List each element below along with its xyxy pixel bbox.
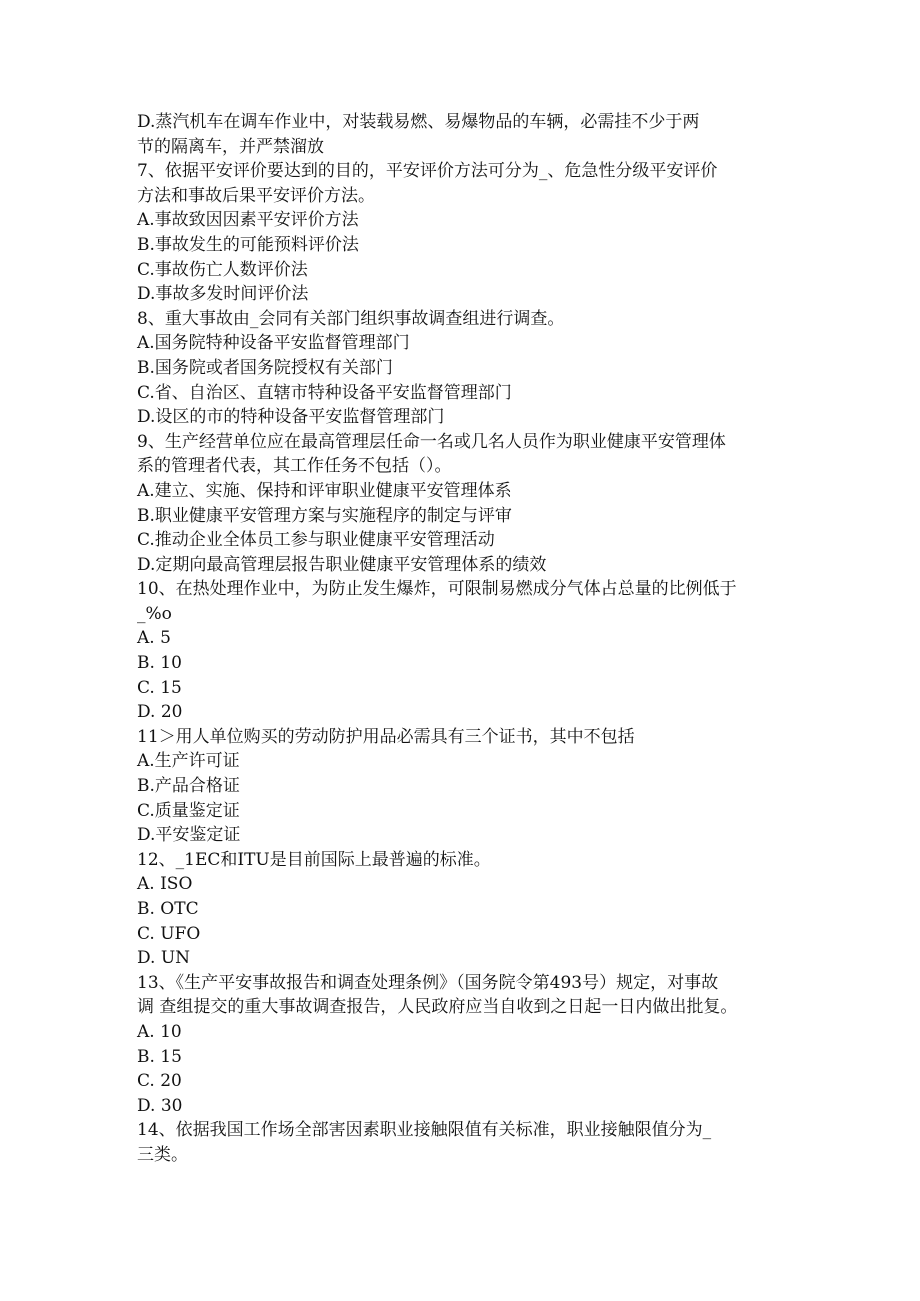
text-line: 调 查组提交的重大事故调查报告，人民政府应当自收到之日起一日内做出批复。 xyxy=(137,997,738,1018)
document-page xyxy=(137,110,797,1168)
option-d: D. 20 xyxy=(137,702,183,723)
option-a: A. ISO xyxy=(137,874,193,895)
question-text: 13、《生产平安事故报告和调查处理条例》（国务院令第493号）规定，对事故 xyxy=(137,972,719,993)
option-b: B.国务院或者国务院授权有关部门 xyxy=(137,357,393,378)
text-line: _%o xyxy=(137,603,172,624)
option-a: A.生产许可证 xyxy=(137,751,240,772)
option-c: C.事故伤亡人数评价法 xyxy=(137,259,308,280)
question-text: 8、重大事故由_会同有关部门组织事故调查组进行调查。 xyxy=(137,308,565,329)
option-b: B. OTC xyxy=(137,899,199,919)
option-b: B.事故发生的可能预料评价法 xyxy=(137,234,359,255)
option-b: B.职业健康平安管理方案与实施程序的制定与评审 xyxy=(137,505,512,526)
option-c: C.推动企业全体员工参与职业健康平安管理活动 xyxy=(137,530,495,551)
text-line: 三类。 xyxy=(137,1144,188,1165)
text-line: 节的隔离车，并严禁溜放 xyxy=(137,136,324,157)
option-b: B.产品合格证 xyxy=(137,776,240,797)
option-c: C.省、自治区、直辖市特种设备平安监督管理部门 xyxy=(137,382,512,403)
question-text: 9、生产经营单位应在最高管理层任命一名或几名人员作为职业健康平安管理体 xyxy=(137,431,726,452)
option-a: A. 5 xyxy=(137,628,171,649)
question-text: 7、依据平安评价要达到的目的，平安评价方法可分为_、危急性分级平安评价 xyxy=(137,161,718,182)
question-text: 14、依据我国工作场全部害因素职业接触限值有关标准，职业接触限值分为_ xyxy=(137,1120,712,1141)
option-d: D.设区的市的特种设备平安监督管理部门 xyxy=(137,407,445,428)
question-text: 11＞用人单位购买的劳动防护用品必需具有三个证书，其中不包括 xyxy=(137,726,635,747)
text-line: 方法和事故后果平安评价方法。 xyxy=(137,185,375,206)
option-b: B. 15 xyxy=(137,1046,182,1067)
option-c: C.质量鉴定证 xyxy=(137,800,240,821)
option-c: C. 20 xyxy=(137,1071,182,1092)
option-a: A.事故致因因素平安评价方法 xyxy=(137,210,359,231)
option-d: D. 30 xyxy=(137,1095,183,1116)
option-b: B. 10 xyxy=(137,653,182,674)
option-c: C. 15 xyxy=(137,677,182,698)
option-d: D.事故多发时间评价法 xyxy=(137,284,309,305)
option-d: D. UN xyxy=(137,948,191,969)
question-text: 12、_1EC和ITU是目前国际上最普遍的标准。 xyxy=(137,849,491,870)
text-line: 系的管理者代表，其工作任务不包括（）。 xyxy=(137,456,452,477)
question-text: 10、在热处理作业中，为防止发生爆炸，可限制易燃成分气体占总量的比例低于 xyxy=(137,579,737,600)
text-line: D.蒸汽机车在调车作业中，对装载易燃、易爆物品的车辆，必需挂不少于两 xyxy=(137,112,700,132)
option-a: A. 10 xyxy=(137,1021,182,1042)
option-c: C. UFO xyxy=(137,923,201,944)
option-a: A.国务院特种设备平安监督管理部门 xyxy=(137,333,410,354)
option-d: D.平安鉴定证 xyxy=(137,825,241,846)
option-d: D.定期向最高管理层报告职业健康平安管理体系的绩效 xyxy=(137,554,547,575)
option-a: A.建立、实施、保持和评审职业健康平安管理体系 xyxy=(137,480,512,501)
